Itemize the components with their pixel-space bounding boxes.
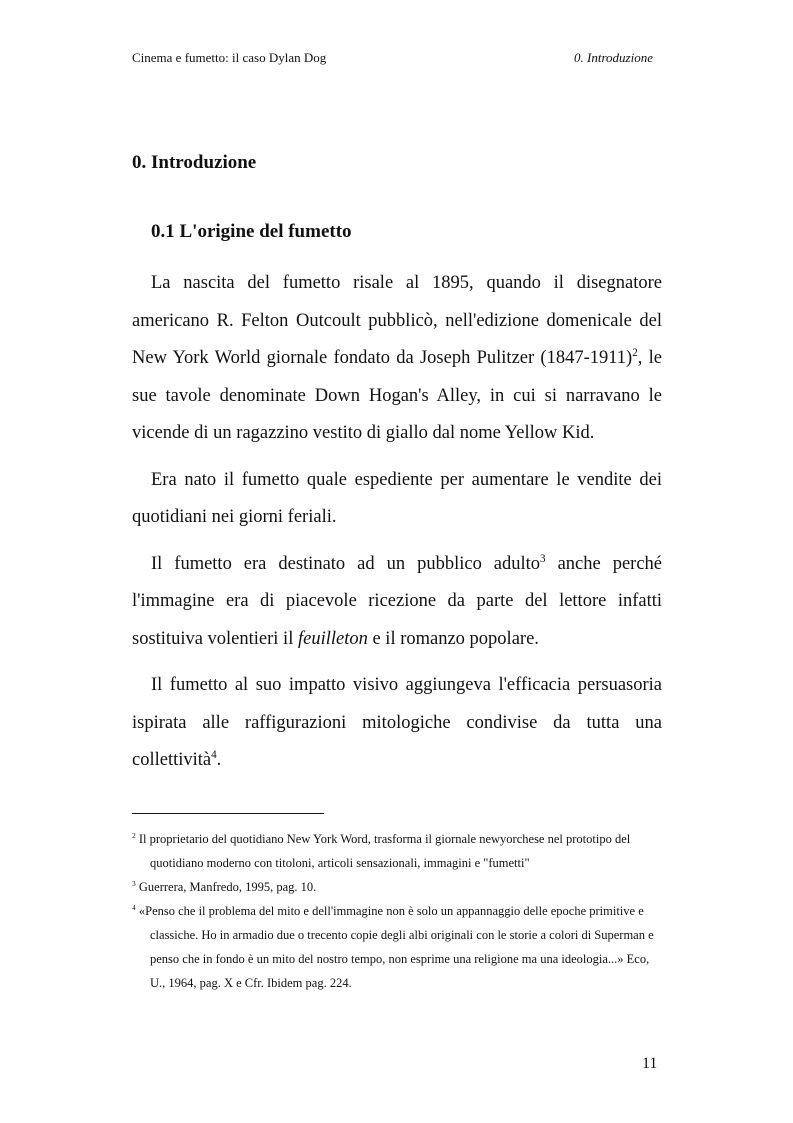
- page-number: 11: [642, 1055, 658, 1072]
- chapter-title: 0. Introduzione: [132, 152, 257, 173]
- body-text: [132, 265, 662, 789]
- footnote-reference: 4: [211, 748, 217, 761]
- paragraph-text: .: [216, 750, 222, 770]
- footnote-text: «Penso che il problema del mito e dell'immagine non è solo un appannaggio delle epoche primitive e classiche. Ho in armadio due o trecento copie degli albi originali con le storie a colori di Superman e penso che in fondo è un mito del nostro tempo, non esprime una religione ma una ideologia...» Eco, U., 1964, pag. X e Cfr. Ibidem pag. 224.: [135, 904, 654, 990]
- paragraph-text: Il fumetto era destinato ad un pubblico adulto: [151, 553, 541, 574]
- paragraph-text: La nascita del fumetto risale al 1895, quando il disegnatore americano R. Felton Outcoult pubblicò, nell'edizione domenicale del New York World giornale fondato da Joseph Pulitzer (1847-1911): [132, 273, 662, 368]
- paragraph-text: , le sue tavole denominate Down Hogan's Alley, in cui si narravano le vicende di un ragazzino vestito di giallo dal nome Yellow Kid.: [132, 348, 662, 443]
- footnote-reference: 3: [540, 552, 546, 565]
- paragraph-text: anche perché l'immagine era di piacevole ricezione da parte del lettore infatti sostituiva volentieri il: [132, 553, 662, 649]
- paragraph-4: [132, 667, 662, 780]
- paragraph-text: Il fumetto al suo impatto visivo aggiungeva l'efficacia persuasoria ispirata alle raffigurazioni mitologiche condivise da tutta una collettività: [132, 675, 662, 770]
- footnote-number: 2: [132, 830, 136, 840]
- running-header: [132, 50, 653, 66]
- footnote-2: [132, 827, 662, 875]
- paragraph-text: e il romanzo popolare.: [367, 628, 539, 649]
- paragraph-text: Era nato il fumetto quale espediente per aumentare le vendite dei quotidiani nei giorni feriali.: [132, 469, 662, 527]
- italic-term: feuilleton: [297, 628, 368, 649]
- footnote-4: [132, 899, 662, 995]
- footnote-number: 3: [132, 878, 136, 888]
- footnote-divider: [132, 813, 324, 814]
- footnote-text: Guerrera, Manfredo, 1995, pag. 10.: [135, 880, 317, 894]
- footnote-reference: 2: [632, 346, 638, 359]
- section-title: 0.1 L'origine del fumetto: [151, 221, 352, 242]
- paragraph-2: [132, 462, 662, 537]
- footnote-3: [132, 875, 662, 899]
- paragraph-3: [132, 546, 662, 659]
- paragraph-1: [132, 265, 662, 453]
- footnotes: [132, 827, 662, 995]
- header-document-title: Cinema e fumetto: il caso Dylan Dog: [132, 50, 327, 65]
- footnote-text: Il proprietario del quotidiano New York Word, trasforma il giornale newyorchese nel prototipo del quotidiano moderno con titoloni, articoli sensazionali, immagini e "fumetti": [135, 832, 631, 870]
- header-chapter-name: 0. Introduzione: [574, 50, 653, 65]
- footnote-number: 4: [132, 902, 136, 912]
